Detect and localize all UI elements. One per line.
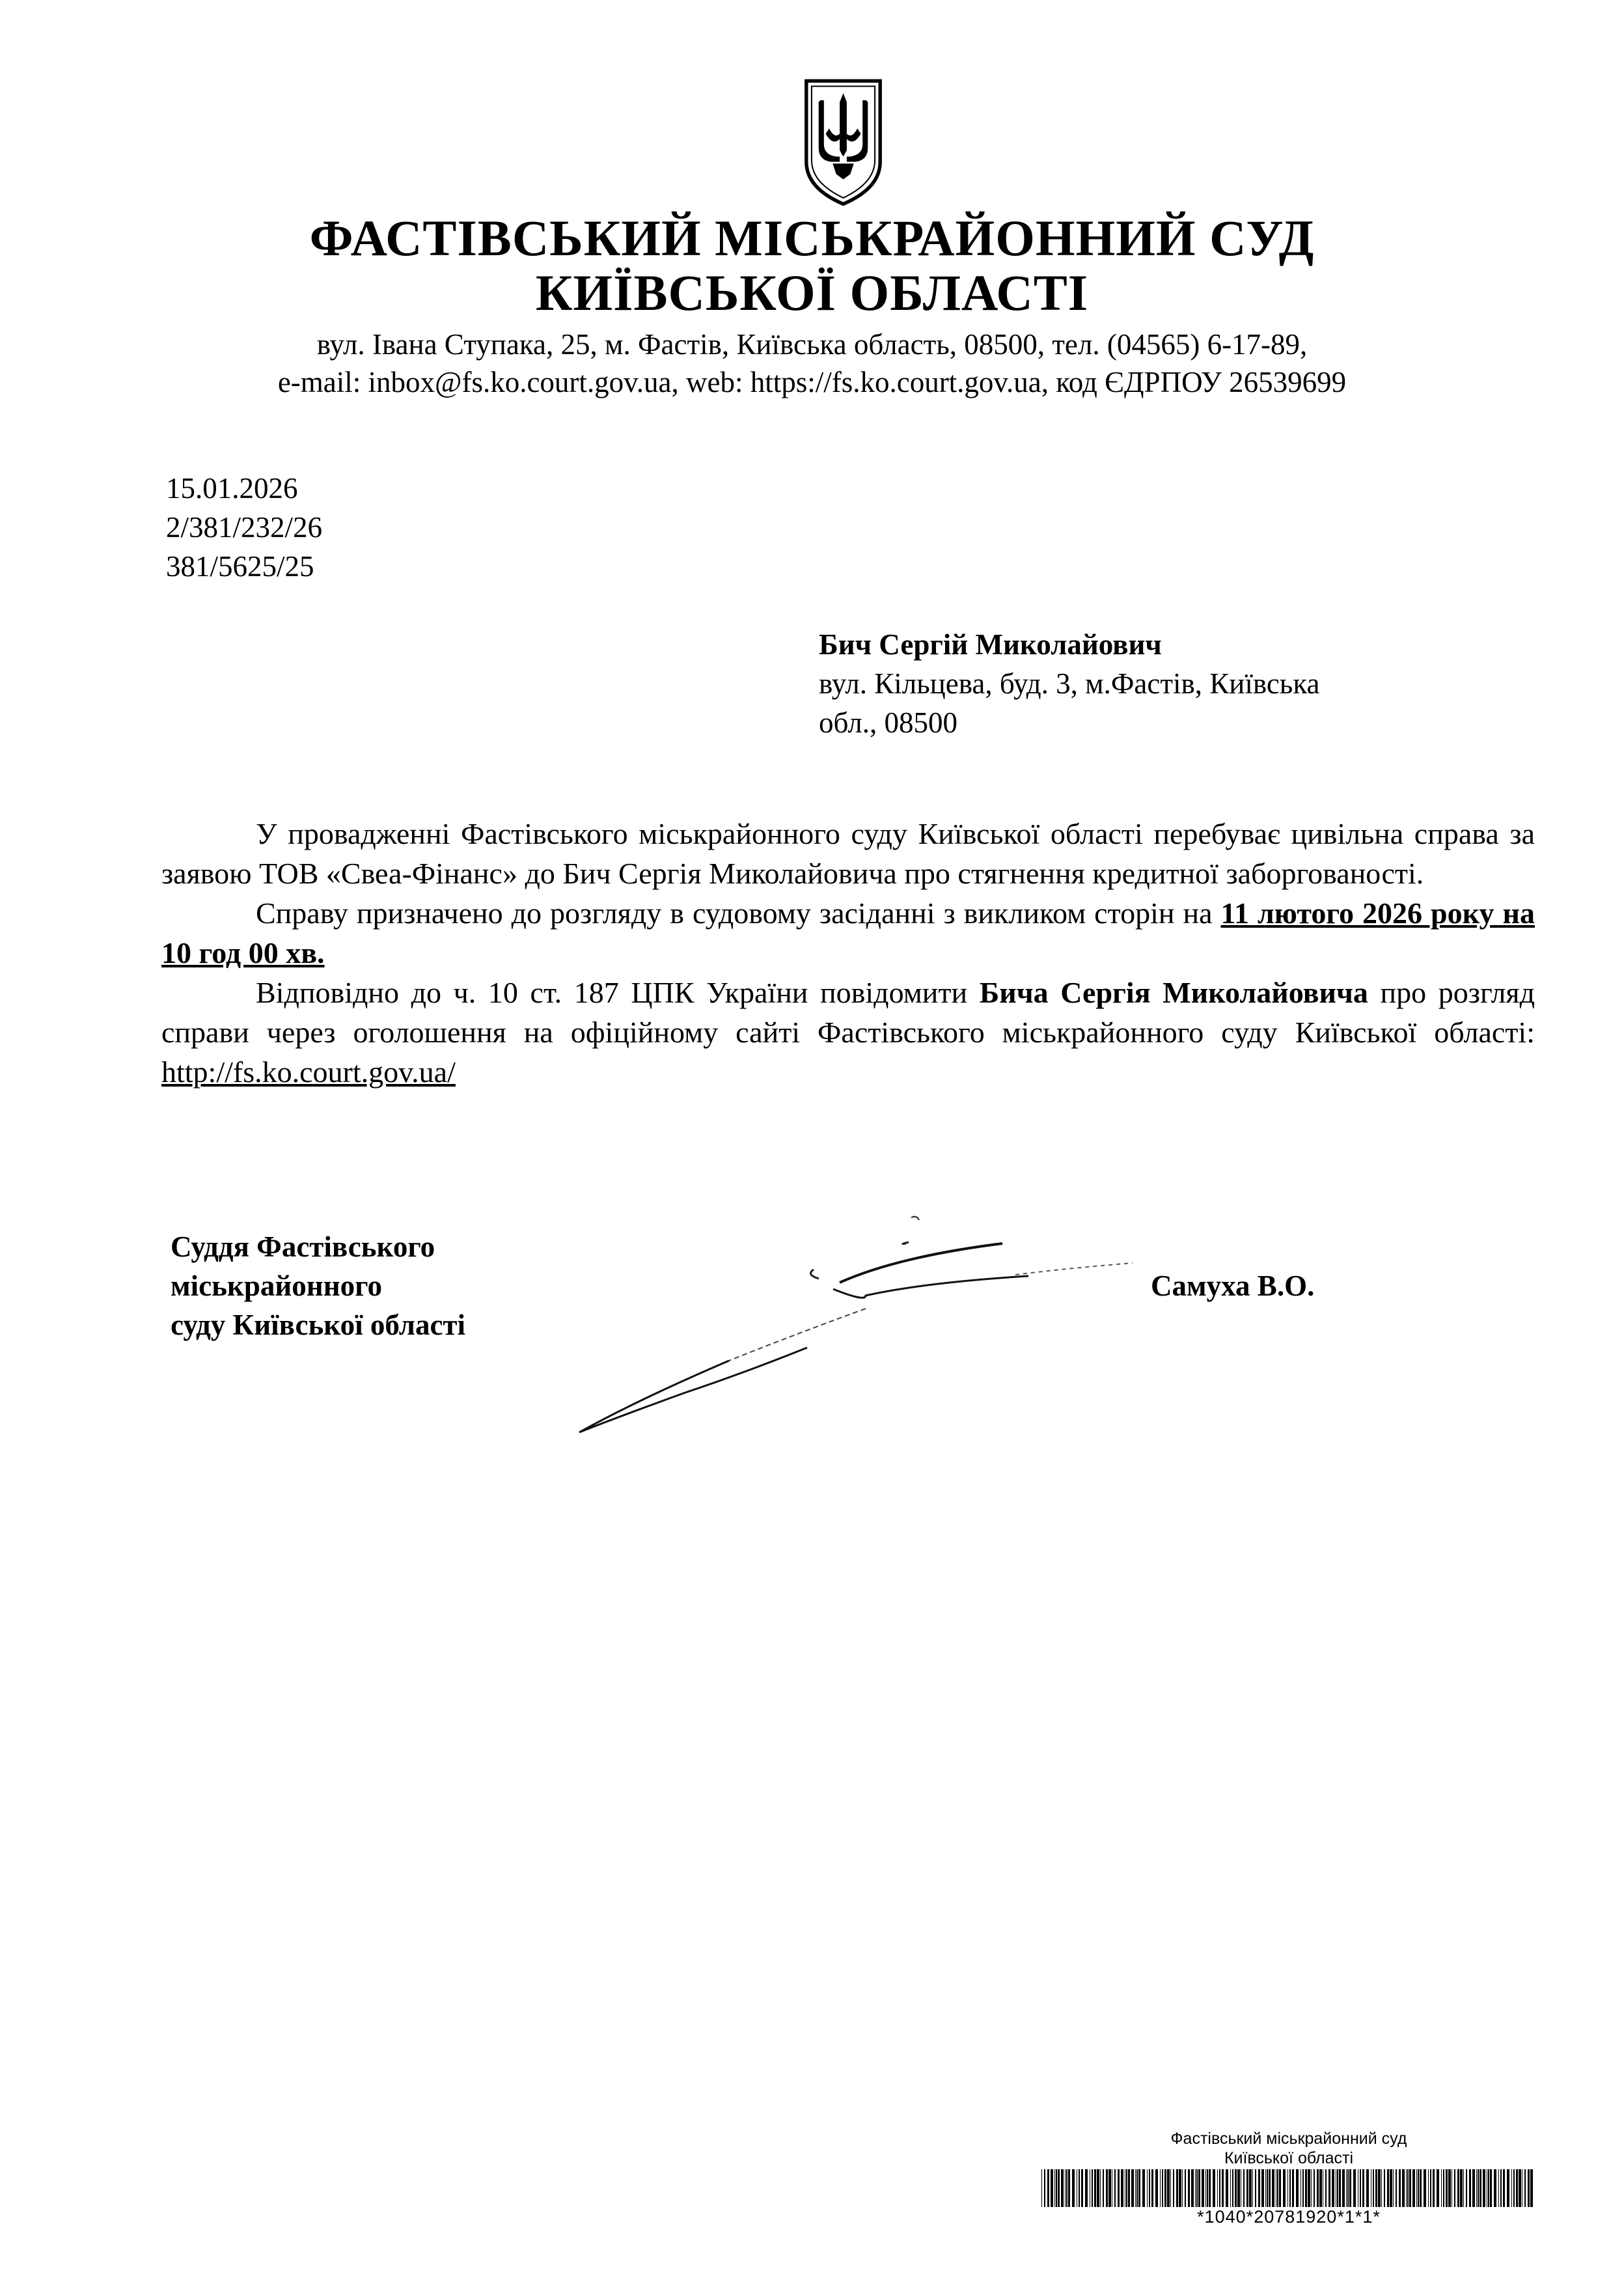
outgoing-number: 2/381/232/26 — [166, 511, 323, 544]
body-paragraph-3 — [161, 973, 1535, 1092]
recipient-address-line1: вул. Кільцева, буд. 3, м.Фастів, Київська — [819, 667, 1320, 700]
registration-stamp — [1028, 2129, 1549, 2227]
recipient-address-line2: обл., 08500 — [819, 706, 957, 739]
court-name-line2: КИЇВСЬКОЇ ОБЛАСТІ — [535, 264, 1089, 321]
judge-title — [171, 1227, 465, 1344]
letter-body — [161, 814, 1535, 1092]
handwritten-signature-icon — [560, 1198, 1146, 1445]
recipient-name: Бич Сергій Миколайович — [819, 628, 1162, 661]
court-website-link[interactable]: http://fs.ko.court.gov.ua/ — [161, 1055, 456, 1089]
ukraine-trident-emblem-icon — [799, 75, 887, 208]
recipient-block — [819, 625, 1418, 742]
stamp-court-line2: Київської області — [1224, 2149, 1354, 2167]
judge-title-line3: суду Київської області — [171, 1309, 466, 1341]
court-address-line: вул. Івана Ступака, 25, м. Фастів, Київська область, 08500, тел. (04565) 6-17-89, — [316, 328, 1308, 361]
judge-title-line2: міськрайонного — [171, 1270, 382, 1302]
judge-name: Самуха В.О. — [1151, 1270, 1315, 1302]
case-number: 381/5625/25 — [166, 550, 314, 583]
court-name-line1: ФАСТІВСЬКИЙ МІСЬКРАЙОННИЙ СУД — [309, 210, 1315, 266]
hearing-date: 11 лютого 2026 року на 10 год 00 хв. — [161, 896, 1535, 969]
body-paragraph-1: У провадженні Фастівського міськрайонного суду Київської області перебуває цивільна справа за заявою ТОВ «Свеа-Фінанс» до Бич Сергія Миколайовича про стягнення кредитної заборгованості. — [161, 817, 1535, 890]
barcode-number: *1040*20781920*1*1* — [1197, 2207, 1381, 2227]
document-date: 15.01.2026 — [166, 472, 298, 505]
stamp-court-line1: Фастівський міськрайонний суд — [1170, 2130, 1407, 2148]
notice-text-end: про розгляд справи через оголошення на офіційному сайті Фастівського міськрайонного суду Київської області: — [161, 976, 1535, 1049]
defendant-name: Бича Сергія Миколайовича — [979, 976, 1368, 1009]
court-contact-line: e-mail: inbox@fs.ko.court.gov.ua, web: https://fs.ko.court.gov.ua, код ЄДРПОУ 26539699 — [277, 366, 1347, 398]
stamp-court-name — [1028, 2129, 1549, 2168]
notice-text-start: Відповідно до ч. 10 ст. 187 ЦПК України повідомити — [256, 976, 980, 1009]
barcode-icon — [1041, 2169, 1536, 2207]
hearing-text: Справу призначено до розгляду в судовому засіданні з викликом сторін на — [256, 896, 1221, 930]
judge-title-line1: Суддя Фастівського — [171, 1230, 435, 1263]
body-paragraph-2 — [161, 893, 1535, 973]
